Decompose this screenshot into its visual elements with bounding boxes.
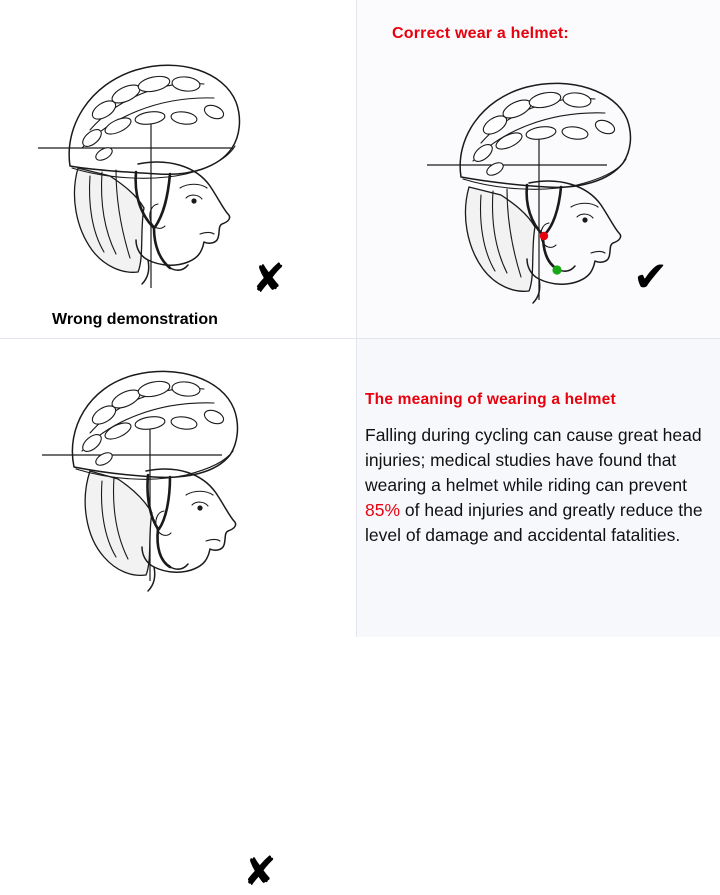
mouth: [200, 233, 214, 235]
strap-rear: [155, 174, 170, 227]
eyebrow: [186, 491, 213, 495]
vent-9: [593, 118, 616, 137]
pupil: [191, 198, 196, 203]
vent-7: [134, 110, 165, 126]
panel-wrong-high-helmet: [0, 0, 356, 338]
correct-wear-title: Correct wear a helmet:: [392, 25, 569, 42]
meaning-title: The meaning of wearing a helmet: [365, 391, 616, 408]
vent-10: [94, 450, 115, 468]
chin-strap: [543, 235, 557, 269]
panel-meaning-text: [356, 338, 720, 637]
vent-9: [202, 103, 225, 122]
vent-6: [494, 130, 524, 153]
vent-6: [103, 115, 133, 138]
vent-4: [171, 381, 200, 398]
eyebrow: [571, 203, 598, 207]
neck: [142, 260, 149, 284]
neck: [148, 567, 155, 591]
cross-mark-icon-1: ✘: [252, 256, 286, 302]
vent-6: [103, 420, 133, 443]
check-mark-icon: ✔: [633, 252, 669, 301]
strap-buckle-tail: [170, 564, 188, 569]
vent-8: [170, 110, 197, 126]
wrong-helmet-figure-2: [22, 351, 322, 601]
vent-8: [561, 125, 588, 141]
vent-8: [170, 415, 197, 431]
cross-mark-icon-2: ✘: [243, 849, 277, 895]
red-dot-marker: [540, 232, 548, 240]
pupil: [197, 505, 202, 510]
meaning-text-before: Falling during cycling can cause great head injuries; medical studies have found that wearing a helmet while riding can prevent: [365, 425, 702, 495]
vent-4: [171, 76, 200, 93]
mouth: [591, 252, 605, 254]
chin-strap: [154, 228, 170, 268]
vent-4: [562, 92, 591, 109]
panel-correct-demo: [356, 0, 720, 338]
vent-9: [202, 408, 225, 427]
meaning-paragraph: [365, 423, 713, 548]
green-dot-marker: [552, 265, 561, 274]
wrong-demonstration-label: Wrong demonstration: [52, 311, 218, 328]
hair-shape: [465, 187, 535, 291]
meaning-text-after: of head injuries and greatly reduce the level of damage and accidental fatalities.: [365, 500, 703, 545]
hair-shape: [85, 471, 152, 575]
eyebrow: [180, 184, 207, 188]
mouth: [206, 540, 220, 542]
vent-3: [528, 90, 562, 110]
vent-10: [485, 160, 506, 178]
strap-rear: [159, 477, 170, 529]
hair-shape: [74, 168, 144, 272]
pupil: [582, 217, 587, 222]
vent-3: [137, 379, 171, 399]
panel-wrong-back-helmet: [0, 338, 356, 895]
strap-rear: [544, 187, 561, 235]
vent-7: [525, 125, 556, 141]
vent-3: [137, 74, 171, 94]
vent-7: [134, 415, 165, 431]
meaning-highlight-percent: 85%: [365, 500, 401, 520]
